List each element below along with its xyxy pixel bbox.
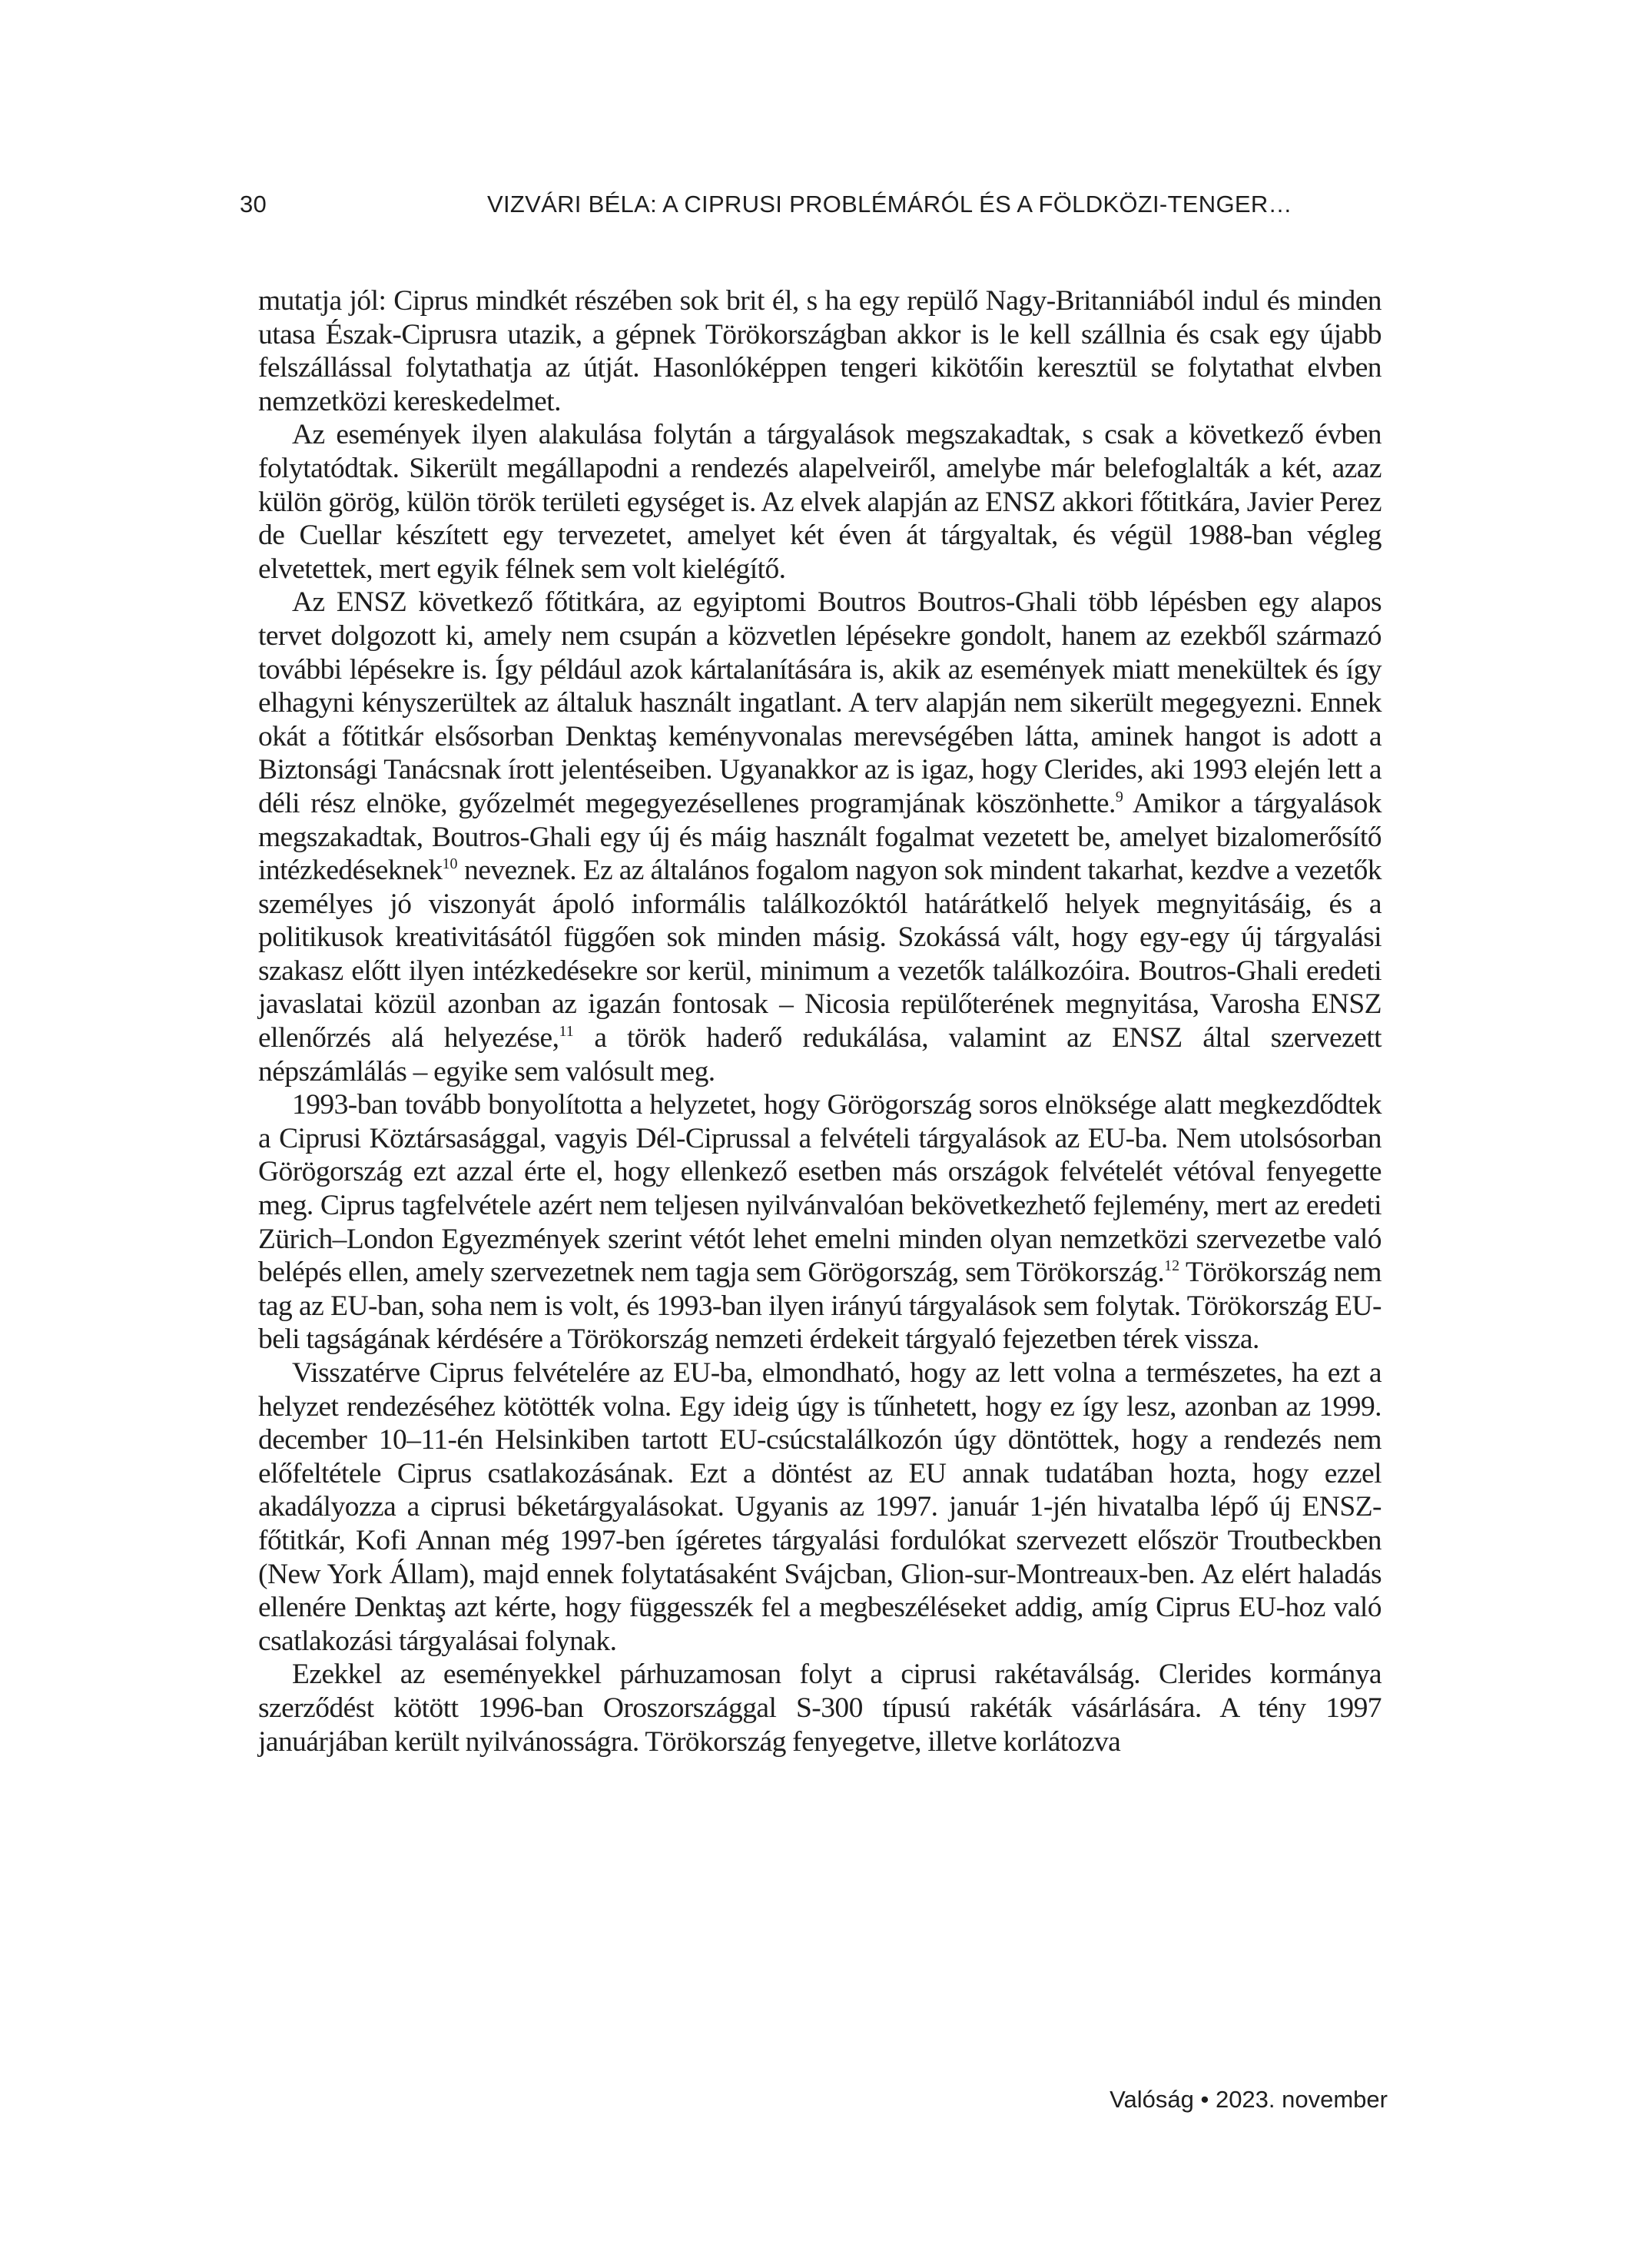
paragraph-text: a török haderő redukálása, valamint az ENSZ által szervezett népszámlálás – egyike sem valósult meg. xyxy=(258,1022,1382,1088)
paragraph-text: 1993-ban tovább bonyolította a helyzetet, hogy Görögország soros elnöksége alatt megkezdődtek a Ciprusi Köztársasággal, vagyis Dél-Ciprussal a felvételi tárgyalások az EU-ba. Nem utolsósorban Görögország ezt azzal érte el, hogy ellenkező esetben más országok felvételét vétóval fenyegette meg. Ciprus tagfelvétele azért nem teljesen nyilvánvalóan bekövetkezhető fejlemény, mert az eredeti Zürich–London Egyezmények szerint vétót lehet emelni minden olyan nemzetközi szervezetbe való belépés ellen, amely szervezetnek nem tagja sem Görögország, sem Törökország. xyxy=(258,1089,1382,1289)
paragraph-text: Az ENSZ következő főtitkára, az egyiptomi Boutros Boutros-Ghali több lépésben egy alapos tervet dolgozott ki, amely nem csupán a közvetlen lépésekre gondolt, hanem az ezekből származó további lépésekre is. Így például azok kártalanítására is, akik az események miatt menekültek és így elhagyni kényszerültek az általuk használt ingatlant. A terv alapján nem sikerült megegyezni. Ennek okát a főtitkár elsősorban Denktaş keményvonalas merevségében látta, aminek hangot is adott a Biztonsági Tanácsnak írott jelentéseiben. Ugyanakkor az is igaz, hogy Clerides, aki 1993 elején lett a déli rész elnöke, győzelmét megegyezésellenes programjának köszönhette. xyxy=(258,586,1382,819)
paragraph xyxy=(258,586,1382,1088)
paragraph xyxy=(258,1658,1382,1758)
footnote-reference[interactable]: 10 xyxy=(442,855,458,873)
issue-date: 2023. november xyxy=(1215,2086,1388,2113)
paragraph-text: Ezekkel az eseményekkel párhuzamosan folyt a ciprusi rakétaválság. Clerides kormánya szerződést kötött 1996-ban Oroszországgal S-300 típusú rakéták vásárlására. A tény 1997 januárjában került nyilvánosságra. Törökország fenyegetve, illetve korlátozva xyxy=(258,1659,1382,1758)
journal-name: Valóság xyxy=(1110,2086,1194,2113)
paragraph xyxy=(258,418,1382,586)
paragraph-text: Visszatérve Ciprus felvételére az EU-ba, elmondható, hogy az lett volna a természetes, ha ezt a helyzet rendezéséhez kötötték volna. Egy ideig úgy is tűnhetett, hogy ez így lesz, azonban az 1999. december 10–11-én Helsinkiben tartott EU-csúcstalálkozón úgy döntöttek, hogy a rendezés nem előfeltétele Ciprus csatlakozásának. Ezt a döntést az EU annak tudatában hozta, hogy ezzel akadályozza a ciprusi béketárgyalásokat. Ugyanis az 1997. január 1-jén hivatalba lépő új ENSZ-főtitkár, Kofi Annan még 1997-ben ígéretes tárgyalási fordulókat szervezett először Troutbeckben (New York Állam), majd ennek folytatásaként Svájcban, Glion-sur-Montreaux-ben. Az elért haladás ellenére Denktaş azt kérte, hogy függesszék fel a megbeszéléseket addig, amíg Ciprus EU-hoz való csatlakozási tárgyalásai folynak. xyxy=(258,1357,1382,1657)
paragraph-text: Az események ilyen alakulása folytán a tárgyalások megszakadtak, s csak a következő évben folytatódtak. Sikerült megállapodni a rendezés alapelveiről, amelybe már belefoglalták a két, azaz külön görög, külön török területi egységet is. Az elvek alapján az ENSZ akkori főtitkára, Javier Perez de Cuellar készített egy tervezetet, amelyet két éven át tárgyaltak, és végül 1988-ban végleg elvetettek, mert egyik félnek sem volt kielégítő. xyxy=(258,419,1382,585)
paragraph xyxy=(258,284,1382,418)
page-footer xyxy=(1110,2086,1388,2114)
paragraph xyxy=(258,1356,1382,1658)
paragraph-text: Törökország nem tag az EU-ban, soha nem is volt, és 1993-ban ilyen irányú tárgyalások sem folytak. Törökország EU-beli tagságának kérdésére a Törökország nemzeti érdekeit tárgyaló fejezetben térek vissza. xyxy=(258,1257,1382,1356)
running-title: VIZVÁRI BÉLA: A CIPRUSI PROBLÉMÁRÓL ÉS A FÖLDKÖZI-TENGER… xyxy=(487,191,1292,218)
footnote-reference[interactable]: 12 xyxy=(1164,1257,1180,1275)
footnote-reference[interactable]: 11 xyxy=(559,1023,574,1041)
article-body xyxy=(258,284,1382,1758)
footer-separator: • xyxy=(1200,2086,1209,2113)
paragraph xyxy=(258,1088,1382,1356)
running-head xyxy=(240,191,1383,224)
footnote-reference[interactable]: 9 xyxy=(1115,788,1123,805)
paragraph-text: mutatja jól: Ciprus mindkét részében sok brit él, s ha egy repülő Nagy-Britanniából indul és minden utasa Észak-Ciprusra utazik, a gépnek Törökországban akkor is le kell szállnia és csak egy újabb felszállással folytathatja az útját. Hasonlóképpen tengeri kikötőin keresztül se folytathat elvben nemzetközi kereskedelmet. xyxy=(258,285,1382,417)
page-number: 30 xyxy=(240,191,267,218)
paragraph-text: Amikor a tárgyalások megszakadtak, Boutros-Ghali egy új és máig használt fogalmat vezetett be, amelyet bizalomerősítő intézkedéseknek xyxy=(258,787,1382,887)
paragraph-text: neveznek. Ez az általános fogalom nagyon sok mindent takarhat, kezdve a vezetők személyes jó viszonyát ápoló informális találkozóktól határátkelő helyek megnyitásáig, és a politikusok kreativitásától függően sok minden másig. Szokássá vált, hogy egy-egy új tárgyalási szakasz előtt ilyen intézkedésekre sor kerül, minimum a vezetők találkozóira. Boutros-Ghali eredeti javaslatai közül azonban az igazán fontosak – Nicosia repülőterének megnyitása, Varosha ENSZ ellenőrzés alá helyezése, xyxy=(258,855,1382,1054)
